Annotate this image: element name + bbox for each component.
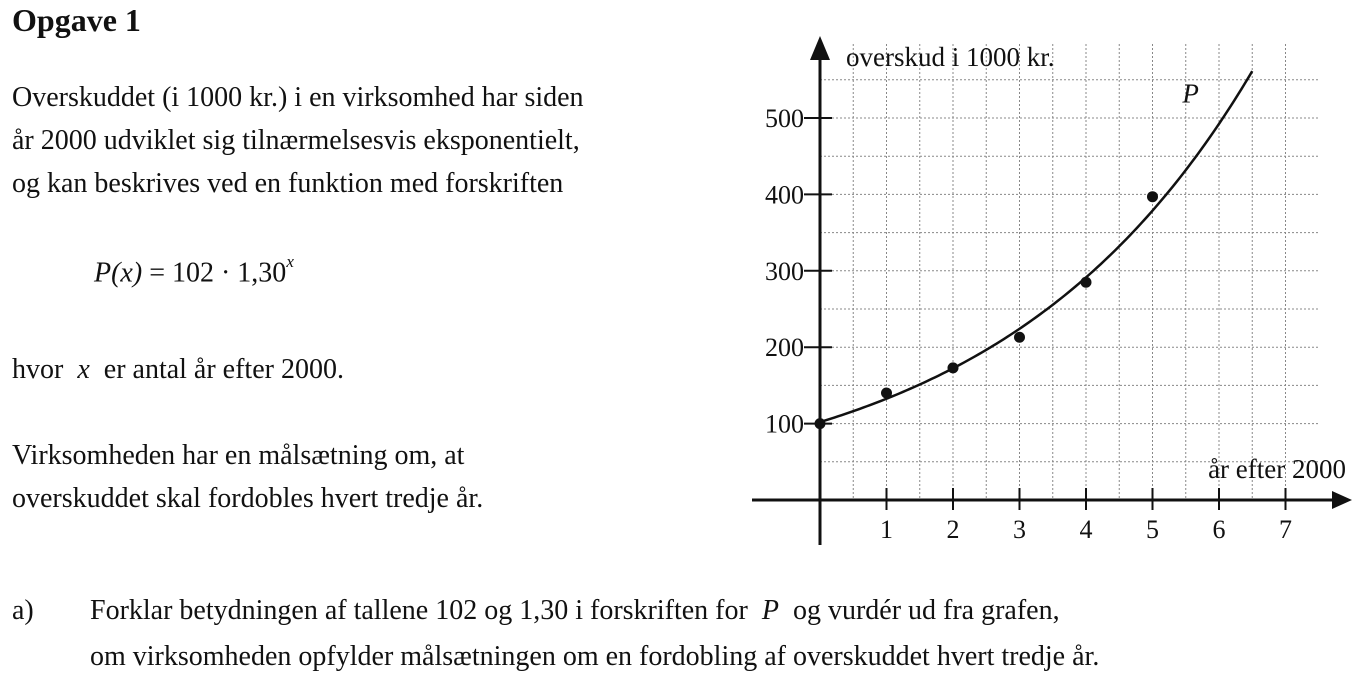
question-text (90, 588, 1360, 680)
question-label: a) (12, 595, 34, 626)
y-tick-label: 300 (765, 256, 804, 286)
y-tick-label: 200 (765, 333, 804, 363)
formula-rhs: = 102 · 1,30 (149, 257, 287, 289)
exponential-chart (740, 30, 1360, 550)
x-axis-arrow (1332, 491, 1352, 509)
y-axis-arrow (810, 36, 830, 60)
curve-label: P (1182, 78, 1199, 109)
data-point (815, 418, 826, 429)
y-tick-label: 500 (765, 104, 804, 133)
intro-line-2: år 2000 udviklet sig tilnærmelsesvis eksponentielt, (12, 125, 580, 156)
x-tick-label: 4 (1079, 515, 1093, 544)
x-tick-label: 2 (946, 515, 960, 544)
y-tick-label: 400 (765, 180, 804, 210)
data-point (881, 388, 892, 399)
variable-definition (12, 348, 344, 391)
x-tick-label: 1 (880, 515, 893, 544)
x-tick-label: 6 (1212, 515, 1226, 544)
intro-paragraph (12, 76, 584, 205)
function-formula (94, 252, 294, 289)
goal-paragraph (12, 434, 483, 520)
y-tick-label: 100 (765, 409, 804, 439)
x-tick-label: 3 (1013, 515, 1026, 544)
goal-line-1: Virksomheden har en målsætning om, at (12, 440, 465, 471)
chart-labels-group (765, 42, 1346, 544)
data-point (1014, 332, 1025, 343)
where-post: er antal år efter 2000. (103, 354, 344, 385)
goal-line-2: overskuddet skal fordobles hvert tredje år. (12, 483, 484, 514)
question-line-1 (90, 588, 1360, 634)
intro-line-3: og kan beskrives ved en funktion med forskriften (12, 168, 564, 199)
x-tick-label: 7 (1279, 515, 1292, 544)
chart-curve-group (820, 71, 1252, 422)
data-point (1081, 277, 1092, 288)
data-point (1147, 191, 1158, 202)
where-pre: hvor (12, 354, 64, 385)
y-axis-title: overskud i 1000 kr. (846, 42, 1055, 72)
x-tick-label: 5 (1146, 515, 1159, 544)
question-line-1-post: og vurdér ud fra grafen, (792, 595, 1060, 626)
task-heading: Opgave 1 (12, 2, 141, 38)
question-line-2: om virksomheden opfylder målsætningen om en fordobling af overskuddet hvert tredje år. (90, 641, 1100, 672)
where-var: x (77, 354, 90, 385)
question-line-1-var: P (761, 595, 779, 626)
question-line-1-pre: Forklar betydningen af tallene 102 og 1,30 i forskriften for (90, 595, 748, 626)
chart-grid (820, 44, 1319, 500)
intro-line-1: Overskuddet (i 1000 kr.) i en virksomhed har siden (12, 82, 584, 113)
x-axis-title: år efter 2000 (1208, 454, 1346, 484)
formula-lhs: P(x) (94, 257, 143, 289)
curve-P (820, 71, 1252, 422)
data-point (948, 362, 959, 373)
formula-exponent: x (286, 252, 294, 271)
